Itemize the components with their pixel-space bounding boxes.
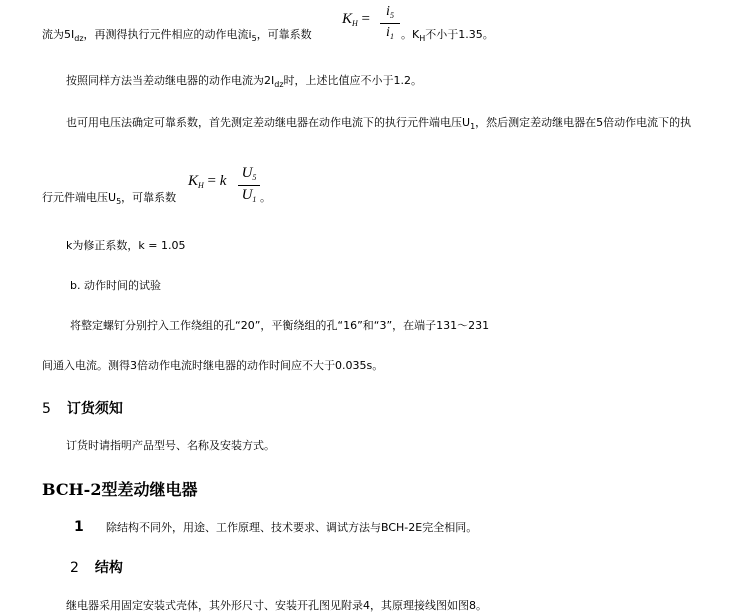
formula-k: k	[219, 173, 227, 189]
section-heading-ordering	[42, 398, 123, 418]
paragraph-housing: 继电器采用固定安装式壳体，其外形尺寸、安装开孔图见附录4，其原理接线图如图8。	[66, 599, 487, 612]
formula-den: U	[241, 187, 253, 203]
formula-lhs-sub: H	[198, 181, 204, 190]
paragraph-current-test-tail	[401, 28, 494, 42]
formula-num-sub: 5	[252, 173, 257, 182]
subscript: 1	[470, 122, 476, 131]
subscript: 5	[116, 197, 122, 206]
text: ，然后测定差动继电器在5倍动作电流下的执	[475, 116, 692, 129]
formula-lhs-sub: H	[352, 19, 358, 28]
subscript: 5	[251, 34, 257, 43]
paragraph-correction-factor: k为修正系数，k = 1.05	[66, 239, 186, 252]
text: ，再测得执行元件相应的动作电流i	[83, 28, 252, 41]
subscript: dz	[274, 80, 284, 89]
formula-num-sub: 5	[389, 11, 394, 20]
text: ，可靠系数	[256, 28, 312, 41]
text: 不小于1.35。	[425, 28, 494, 41]
paragraph-voltage-ratio	[42, 191, 176, 205]
text: 也可用电压法确定可靠系数，首先测定差动继电器在动作电流下的执行元件端电压U	[66, 116, 471, 129]
text: 。K	[401, 28, 420, 41]
text: 按照同样方法当差动继电器的动作电流为2I	[66, 74, 275, 87]
formula-num: U	[241, 165, 253, 181]
subscript: H	[419, 34, 426, 43]
paragraph-ratio	[66, 74, 422, 88]
formula-num: i	[386, 4, 390, 19]
formula-eq: =	[207, 173, 217, 189]
item-text: 除结构不同外，用途、工作原理、技术要求、调试方法与BCH-2E完全相同。	[106, 521, 478, 534]
text: 流为5I	[42, 28, 75, 41]
text: 行元件端电压U	[42, 191, 117, 204]
paragraph-screw-setting: 将整定螺钉分别拧入工作绕组的孔“20”，平衡绕组的孔“16”和“3”，在端子131～231	[70, 319, 490, 332]
formula-lhs: K	[342, 11, 353, 27]
formula-den: i	[386, 25, 390, 40]
paragraph-current-apply: 间通入电流。测得3倍动作电流时继电器的动作时间应不大于0.035s。	[42, 359, 384, 372]
paragraph-current-test	[42, 28, 312, 42]
fraction-bar	[238, 185, 260, 186]
paragraph-voltage-method	[66, 116, 691, 130]
item-title: 结构	[94, 560, 123, 576]
formula-eq: =	[361, 11, 371, 27]
formula-period: 。	[260, 191, 271, 204]
item-number: 1	[74, 519, 84, 535]
fraction-bar	[380, 23, 400, 24]
subscript: dz	[74, 34, 84, 43]
paragraph-ordering-note: 订货时请指明产品型号、名称及安装方式。	[66, 439, 275, 452]
section-number: 5	[42, 401, 51, 417]
formula-den-sub: 1	[252, 195, 257, 204]
formula-lhs: K	[188, 173, 199, 189]
formula-kh-current	[342, 6, 402, 46]
item-structure-heading	[70, 557, 123, 577]
formula-den-sub: 1	[389, 32, 394, 41]
section-title: 订货须知	[66, 401, 123, 417]
item-number: 2	[70, 560, 79, 576]
product-heading: BCH-2型差动继电器	[42, 480, 198, 499]
item-same-as-bch2e	[74, 518, 477, 537]
subheading-action-time: b. 动作时间的试验	[70, 279, 161, 292]
text: ，可靠系数	[121, 191, 177, 204]
text: 时，上述比值应不小于1.2。	[283, 74, 423, 87]
formula-kh-voltage	[188, 166, 260, 208]
